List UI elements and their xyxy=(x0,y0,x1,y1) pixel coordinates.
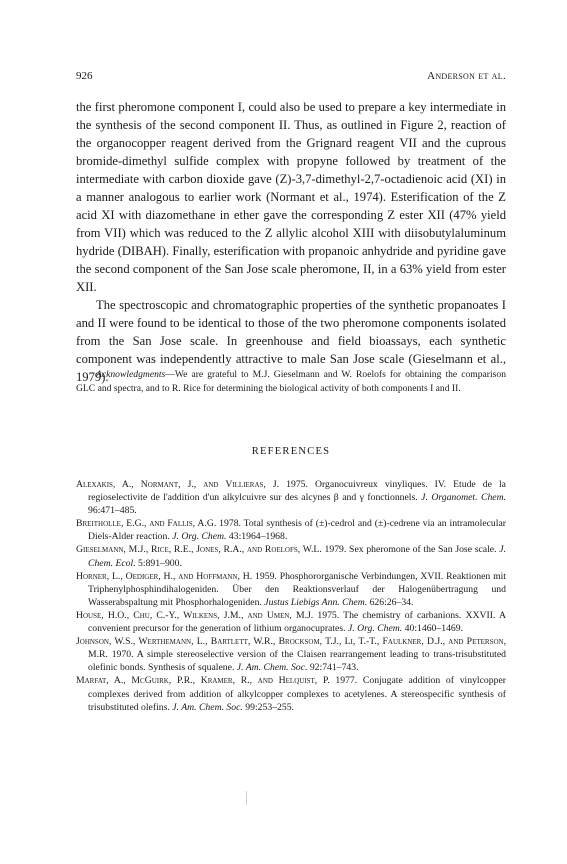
reference-volume: 96:471–485. xyxy=(88,505,137,517)
reference-journal: J. Chem. Ecol. xyxy=(88,544,507,569)
body-paragraph-1: the first pheromone component I, could also be used to prepare a key intermediate in the synthesis of the second component II. Thus, as outlined in Figure 2, reaction of the organocopper reagent derived from the Grignard reagent VII and the cuprous bromide-dimethyl sulfide complex with propyne followed by treatment of the intermediate with carbon dioxide gave (Z)-3,7-dimethyl-2,7-octadienoic acid (XI) in a manner analogous to earlier work (Normant et al., 1974). Esterification of the Z acid XI with diazomethane in ether gave the corresponding Z ester XII (47% yield from VII) which was reduced to the Z allylic alcohol XIII with diisobutylaluminum hydride (DIBAH). Finally, esterification with propanoic anhydride and pyridine gave the second component of the San Jose scale pheromone, II, in a 63% yield from ester XII. xyxy=(76,100,506,294)
page-header xyxy=(76,70,506,84)
reference-text: 1975. The chemistry of carbanions. XXVII. A convenient precursor for the generation of lithium organocuprates. xyxy=(88,609,506,635)
reference-list xyxy=(76,478,506,714)
reference-authors: House, H.O., Chu, C.-Y., Wilkens, J.M., and Umen, M.J. xyxy=(76,609,314,621)
reference-journal: J. Org. Chem. xyxy=(172,531,227,543)
reference-item xyxy=(76,570,506,609)
reference-item xyxy=(76,517,506,543)
reference-authors: Alexakis, A., Normant, J., and Villieras, J. xyxy=(76,479,280,490)
reference-volume: 43:1964–1968. xyxy=(226,531,288,543)
reference-volume: 5:891–900. xyxy=(135,557,182,569)
reference-authors: Johnson, W.S., Werthemann, L., Bartlett, W.R., Brocksom, T.J., Li, T.-T., Faulkner, D.J., and Peterson, M.R. xyxy=(76,636,506,661)
reference-journal: J. Org. Chem. xyxy=(347,623,403,635)
reference-item xyxy=(76,635,506,674)
page-number: 926 xyxy=(76,70,93,82)
reference-authors: Gieselmann, M.J., Rice, R.E., Jones, R.A., and Roelofs, W.L. xyxy=(76,544,322,556)
reference-text: 1979. Sex pheromone of the San Jose scale. xyxy=(321,544,500,556)
reference-item xyxy=(76,543,506,569)
reference-item xyxy=(76,609,506,635)
acknowledgments xyxy=(76,368,506,395)
reference-text: 1970. A simple stereoselective version of the Claisen rearrangement leading to trans-trisubstituted olefinic bonds. Synthesis of squalene. xyxy=(88,649,506,674)
reference-authors: Marfat, A., McGuirk, P.R., Kramer, R., and Helquist, P. xyxy=(76,675,330,687)
reference-text: 1978. Total synthesis of (±)-cedrol and (±)-cedrene via an intramolecular Diels-Alder reaction. xyxy=(88,518,506,543)
reference-item xyxy=(76,478,506,517)
reference-authors: Horner, L., Oediger, H., and Hoffmann, H. xyxy=(76,570,253,582)
reference-journal: J. Am. Chem. Soc. xyxy=(236,662,308,674)
references-heading: REFERENCES xyxy=(251,446,331,457)
reference-journal: J. Am. Chem. Soc. xyxy=(172,701,243,713)
scan-mark xyxy=(246,791,247,805)
reference-text: 1975. Organocuivreux vinyliques. IV. Etude de la regioselectivite de l'addition d'un alkylcuivre sur des alcynes β and γ fonctionnels. xyxy=(88,479,506,504)
reference-authors: Breitholle, E.G., and Fallis, A.G. xyxy=(76,518,217,530)
reference-item xyxy=(76,674,506,713)
reference-text: 1959. Phosphororganische Verbindungen, XVII. Reaktionen mit Triphenylphosphindihalogeniden. Über den Reaktionsverlauf der Halogenübertragung und Wasserabspaltung mit Phosphorhalogeniden. xyxy=(88,570,506,608)
body-text xyxy=(76,98,506,386)
acknowledgments-text: —We are grateful to M.J. Gieselmann and W. Roelofs for obtaining the comparison GLC and spectra, and to R. Rice for determining the biological activity of both components I and II. xyxy=(76,369,506,394)
reference-volume: 92:741–743. xyxy=(307,662,359,674)
reference-journal: J. Organomet. Chem. xyxy=(421,492,507,504)
acknowledgments-lead: Acknowledgments xyxy=(96,369,166,380)
running-head: Anderson et al. xyxy=(427,70,506,82)
reference-volume: 626:26–34. xyxy=(367,596,414,608)
reference-volume: 40:1460–1469. xyxy=(402,623,464,635)
reference-volume: 99:253–255. xyxy=(242,701,294,713)
reference-journal: Justus Liebigs Ann. Chem. xyxy=(264,596,368,608)
reference-text: 1977. Conjugate addition of vinylcopper complexes derived from addition of alkylcopper complexes to acetylenes. A stereospecific synthesis of trisubstituted olefins. xyxy=(88,675,506,713)
body-paragraph-2: The spectroscopic and chromatographic properties of the synthetic propanoates I and II were found to be identical to those of the two pheromone components isolated from the San Jose scale. In greenhouse and field bioassays, each synthetic component was independently attractive to male San Jose scale (Gieselmann et al., 1979). xyxy=(76,298,506,384)
